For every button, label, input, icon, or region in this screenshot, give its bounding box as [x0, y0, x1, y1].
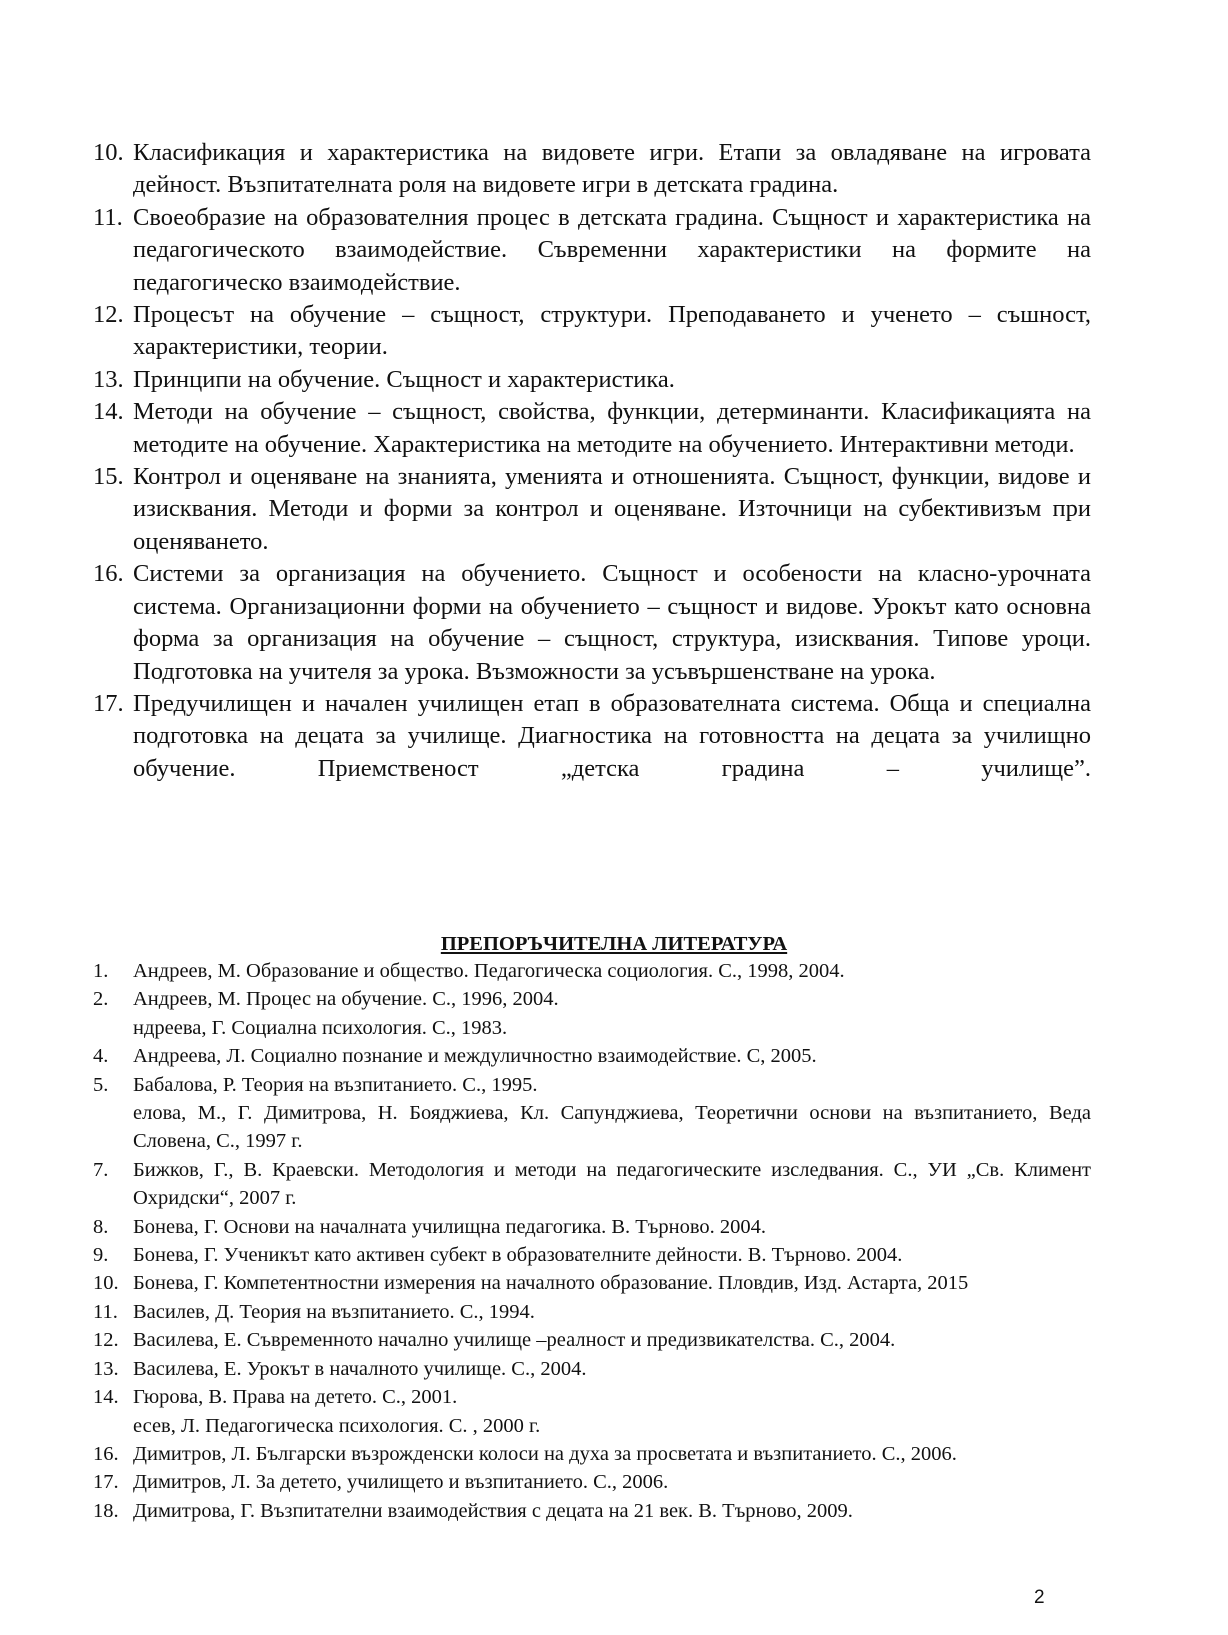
literature-number: 4.	[93, 1045, 109, 1068]
literature-item	[93, 1497, 1091, 1525]
literature-item	[93, 1383, 1091, 1411]
page-number: 2	[1034, 1587, 1045, 1608]
literature-item	[93, 1014, 1091, 1042]
literature-text: Димитров, Л. Български възрожденски колоси на духа за просветата и възпитанието. С., 2006.	[133, 1442, 957, 1465]
literature-number: 9.	[93, 1244, 109, 1267]
literature-text: Василев, Д. Теория на възпитанието. С., 1994.	[133, 1300, 535, 1323]
literature-number: 5.	[93, 1073, 109, 1096]
literature-text: Бижков, Г., В. Краевски. Методология и методи на педагогическите изследвания. С., УИ „Св. Климент Охридски“, 2007 г.	[133, 1158, 1091, 1210]
topic-number: 17.	[93, 689, 124, 717]
literature-number: 11.	[93, 1300, 118, 1323]
literature-text: Андреева, Л. Социално познание и междуличностно взаимодействие. С, 2005.	[133, 1045, 817, 1068]
literature-number: 18.	[93, 1499, 119, 1522]
literature-text: Василева, Е. Съвременното начално училище –реалност и предизвикателства. С., 2004.	[133, 1329, 896, 1352]
literature-item	[93, 1440, 1091, 1468]
literature-text: Андреев, М. Процес на обучение. С., 1996, 2004.	[133, 988, 559, 1011]
topic-number: 15.	[93, 463, 124, 491]
topic-item	[93, 299, 1091, 364]
literature-number: 16.	[93, 1442, 119, 1465]
literature-text: Бонева, Г. Ученикът като активен субект в образователните дейности. В. Търново. 2004.	[133, 1244, 903, 1267]
literature-number	[93, 1014, 133, 1042]
literature-number: 2.	[93, 988, 109, 1011]
literature-item	[93, 1298, 1091, 1326]
literature-heading: ПРЕПОРЪЧИТЕЛНА ЛИТЕРАТУРА	[440, 933, 788, 955]
literature-number: 12.	[93, 1329, 119, 1352]
literature-number: 17.	[93, 1471, 119, 1494]
topic-item	[93, 202, 1091, 299]
literature-text: Андреев, М. Образование и общество. Педагогическа социология. С., 1998, 2004.	[133, 960, 845, 982]
literature-item	[93, 985, 1091, 1013]
topic-text: Предучилищен и начален училищен етап в образователната система. Обща и специална подготовка на децата за училище. Диагностика на готовността на децата за училищно обучение. Приемственост „детска градина – училище”.	[133, 689, 1091, 782]
literature-number	[93, 1412, 133, 1440]
topic-text: Принципи на обучение. Същност и характеристика.	[133, 365, 675, 393]
topic-text: Системи за организация на обучението. Същност и особености на класно-урочната система. Организационни форми на обучението – същност и видове. Урокът като основна форма за организация на обучение – същност, структура, изисквания. Типове уроци. Подготовка на учителя за урока. Възможности за усъвършенстване на урока.	[133, 560, 1091, 685]
literature-item	[93, 1042, 1091, 1070]
topic-item	[93, 396, 1091, 461]
topic-text: Своеобразие на образователния процес в детската градина. Същност и характеристика на педагогическото взаимодействие. Съвременни характеристики на формите на педагогическо взаимодействие.	[133, 203, 1091, 296]
topic-item	[93, 688, 1091, 785]
topic-text: Методи на обучение – същност, свойства, функции, детерминанти. Класификацията на методите на обучение. Характеристика на методите на обучението. Интерактивни методи.	[133, 398, 1091, 458]
literature-text: Василева, Е. Урокът в началното училище. С., 2004.	[133, 1357, 587, 1380]
literature-item	[93, 1412, 1091, 1440]
literature-item	[93, 1468, 1091, 1496]
literature-item	[93, 1156, 1091, 1213]
topic-item	[93, 137, 1091, 202]
topic-item	[93, 461, 1091, 558]
literature-number	[93, 1099, 133, 1156]
topic-number: 13.	[93, 365, 124, 393]
literature-number: 1.	[93, 960, 109, 982]
exam-topics-list	[93, 137, 1091, 785]
topic-text: Класификация и характеристика на видовете игри. Етапи за овладяване на игровата дейност. Възпитателната роля на видовете игри в детската градина.	[133, 139, 1091, 199]
literature-text: ндреева, Г. Социална психология. С., 1983.	[133, 1016, 508, 1039]
literature-item	[93, 1269, 1091, 1297]
topic-number: 12.	[93, 301, 124, 329]
literature-number: 14.	[93, 1386, 119, 1409]
literature-item	[93, 1355, 1091, 1383]
topic-text: Процесът на обучение – същност, структури. Преподаването и ученето – съшност, характеристики, теории.	[133, 301, 1091, 361]
literature-text: елова, М., Г. Димитрова, Н. Бояджиева, Кл. Сапунджиева, Теоретични основи на възпитанието, Веда Словена, С., 1997 г.	[133, 1102, 1091, 1153]
topic-number: 16.	[93, 560, 124, 588]
topic-number: 10.	[93, 139, 124, 166]
topic-text: Контрол и оценяване на знанията, уменията и отношенията. Същност, функции, видове и изисквания. Методи и форми за контрол и оценяване. Източници на субективизъм при оценяването.	[133, 463, 1091, 555]
literature-text: Бабалова, Р. Теория на възпитанието. С., 1995.	[133, 1073, 538, 1096]
topic-item	[93, 364, 1091, 396]
literature-text: Бонева, Г. Компетентностни измерения на началното образование. Пловдив, Изд. Астарта, 2015	[133, 1272, 969, 1295]
literature-number: 13.	[93, 1357, 119, 1380]
literature-number: 7.	[93, 1158, 109, 1181]
literature-item	[93, 1241, 1091, 1269]
literature-list	[93, 957, 1091, 1525]
literature-text: Димитров, Л. За детето, училището и възпитанието. С., 2006.	[133, 1471, 669, 1494]
literature-number: 8.	[93, 1215, 109, 1238]
literature-item	[93, 957, 1091, 985]
literature-text: Гюрова, В. Права на детето. С., 2001.	[133, 1386, 458, 1409]
literature-text: Димитрова, Г. Възпитателни взаимодействия с децата на 21 век. В. Търново, 2009.	[133, 1499, 853, 1522]
literature-item	[93, 1213, 1091, 1241]
literature-item	[93, 1326, 1091, 1354]
literature-text: есев, Л. Педагогическа психология. С. , 2000 г.	[133, 1414, 541, 1437]
literature-item	[93, 1099, 1091, 1156]
topic-item	[93, 558, 1091, 688]
topic-number: 14.	[93, 398, 124, 426]
literature-text: Бонева, Г. Основи на началната училищна педагогика. В. Търново. 2004.	[133, 1215, 767, 1238]
topic-number: 11.	[93, 203, 123, 231]
literature-item	[93, 1071, 1091, 1099]
literature-number: 10.	[93, 1272, 119, 1295]
